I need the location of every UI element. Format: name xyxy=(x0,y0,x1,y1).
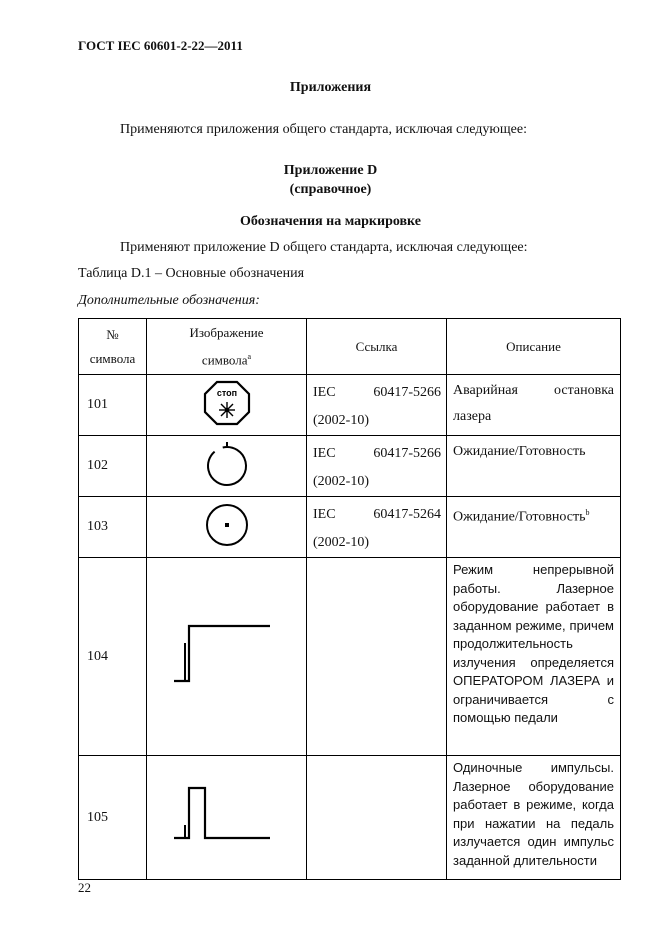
ref-number: 60417-5266 xyxy=(373,446,441,461)
stop-sign-text: стоп xyxy=(216,387,237,398)
header-num-line1: № xyxy=(106,326,119,342)
description-text: Ожидание/Готовность xyxy=(453,509,586,525)
header-image-line2-text: символа xyxy=(201,352,248,368)
table-row xyxy=(79,436,621,497)
symbol-image-cell xyxy=(147,756,307,880)
page-number: 22 xyxy=(78,880,91,895)
ref-number: 60417-5266 xyxy=(373,385,441,400)
header-ref: Ссылка xyxy=(307,319,447,375)
table-subcaption: Дополнительные обозначения: xyxy=(78,293,260,308)
reference-cell xyxy=(307,497,447,558)
appendices-title: Приложения xyxy=(289,80,372,95)
table-row xyxy=(79,558,621,756)
ref-standard: IEC xyxy=(313,507,336,522)
header-image-line1: Изображение xyxy=(189,324,264,340)
symbol-image-cell xyxy=(147,375,307,436)
document-code: ГОСТ IEC 60601-2-22—2011 xyxy=(78,38,243,53)
table-row xyxy=(79,375,621,436)
ref-number: 60417-5264 xyxy=(373,507,441,522)
ref-year: (2002-10) xyxy=(313,413,369,428)
symbols-table xyxy=(78,318,621,880)
ref-year: (2002-10) xyxy=(313,535,369,550)
symbol-number: 104 xyxy=(79,558,147,756)
description-cell: Ожидание/Готовность xyxy=(447,436,621,497)
symbol-image-cell xyxy=(147,558,307,756)
annex-intro: Применяют приложение D общего стандарта, исключая следующее: xyxy=(120,240,528,255)
description-cell: Одиночные импульсы. Лазерное оборудование работает в режиме, когда при нажатии на педаль излучается один импульс заданной длительности xyxy=(447,756,621,880)
table-row xyxy=(79,756,621,880)
annex-title: Приложение D xyxy=(283,163,378,178)
header-image-line2 xyxy=(147,345,306,372)
symbol-number: 101 xyxy=(79,375,147,436)
annex-subtitle: (справочное) xyxy=(289,182,372,197)
section-title: Обозначения на маркировке xyxy=(239,214,421,229)
reference-cell xyxy=(307,375,447,436)
header-image-footnote: а xyxy=(247,351,252,361)
table-header-row xyxy=(79,319,621,375)
symbol-number: 103 xyxy=(79,497,147,558)
description-cell xyxy=(447,497,621,558)
description-cell: Режим непрерывной работы. Лазерное оборудование работает в заданном режиме, причем продолжительность излучения определяется ОПЕРАТОРОМ ЛАЗЕРА и ограничивается с помощью педали xyxy=(447,558,621,756)
reference-cell xyxy=(307,436,447,497)
circle-dot-icon xyxy=(202,501,252,549)
description-footnote: b xyxy=(585,508,590,517)
description-cell: Аварийная остановка лазера xyxy=(447,375,621,436)
reference-cell-empty xyxy=(307,558,447,756)
header-num-line2: символа xyxy=(89,350,136,366)
header-num xyxy=(79,319,147,375)
stop-sign-laser-icon xyxy=(202,380,252,426)
symbol-number: 102 xyxy=(79,436,147,497)
table-row xyxy=(79,497,621,558)
reference-cell-empty xyxy=(307,756,447,880)
header-desc: Описание xyxy=(447,319,621,375)
table-caption: Таблица D.1 – Основные обозначения xyxy=(78,266,305,281)
continuous-mode-icon xyxy=(172,621,272,687)
symbol-image-cell xyxy=(147,497,307,558)
appendices-intro: Применяются приложения общего стандарта, исключая следующее: xyxy=(120,122,527,137)
ref-standard: IEC xyxy=(313,446,336,461)
ref-standard: IEC xyxy=(313,385,336,400)
symbol-number: 105 xyxy=(79,756,147,880)
single-pulse-icon xyxy=(172,785,272,845)
header-image xyxy=(147,319,307,375)
open-circle-icon xyxy=(202,440,252,488)
symbol-image-cell xyxy=(147,436,307,497)
ref-year: (2002-10) xyxy=(313,474,369,489)
